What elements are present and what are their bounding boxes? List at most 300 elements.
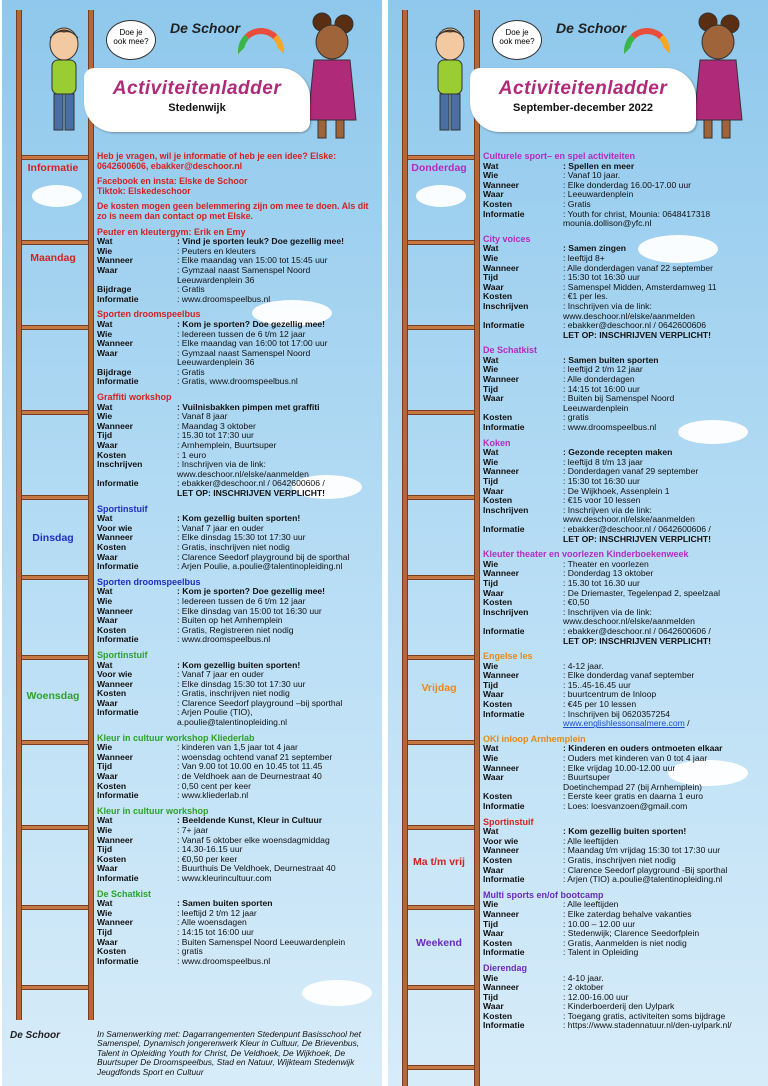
ladder-rung: [22, 155, 88, 160]
activity-row-value: : Kom je sporten? Doe gezellig mee!: [177, 586, 326, 597]
activity-row: [483, 331, 766, 341]
activity-row-label: Inschrijven: [483, 300, 529, 311]
activity-title: Sporten droomspeelbus: [97, 309, 201, 320]
day-label-vrijdag: Vrijdag: [421, 682, 457, 694]
activity-row: [483, 875, 766, 885]
activity-row-label: Waar: [97, 863, 118, 874]
activity-row-label: Wie: [97, 907, 113, 918]
activity-row-label: Wie: [97, 825, 113, 835]
activity-row: [483, 535, 766, 545]
activity-row-label: Informatie: [97, 376, 139, 387]
activity-block: [97, 807, 379, 884]
activity-row-label: Informatie: [97, 955, 139, 966]
activity-row-label: Kosten: [483, 198, 513, 209]
activity-title: De Schatkist: [97, 888, 152, 899]
activity-row-value: : Inschrijven via de link: www.deschoor.nl/elske/aanmelden: [563, 606, 695, 627]
activity-row-label: Kosten: [483, 412, 513, 423]
activity-row-value: : Gratis, Registreren niet nodig: [177, 624, 294, 635]
activity-row-value: : Vanaf 7 jaar en ouder: [177, 522, 264, 533]
activity-row-value: : Elke zaterdag behalve vakanties: [563, 908, 692, 919]
banner-title: Activiteitenladder: [112, 78, 282, 99]
activity-row-label: Wanneer: [483, 845, 519, 856]
activity-block: [97, 578, 379, 645]
activity-title: City voices: [483, 233, 531, 244]
activity-row: [97, 295, 379, 305]
activity-row-label: Wanneer: [97, 532, 133, 543]
activity-row-label: Wie: [483, 972, 499, 983]
activity-row-value: : Stedenwijk; Clarence Seedorfplein: [563, 928, 700, 939]
intro-paragraph: Facebook en insta: Elske de Schoor Tiktok: Elskedeschoor: [97, 176, 248, 196]
activity-row-value: : €15 voor 10 lessen: [563, 495, 641, 506]
speech-bubble-text: Doe je ook mee?: [113, 28, 149, 46]
activity-block: [483, 891, 766, 958]
activity-row: [483, 773, 766, 792]
activity-row: [97, 349, 379, 368]
activity-row: [97, 957, 379, 967]
activity-row-value: : Gezonde recepten maken: [563, 447, 673, 458]
activity-row-value: : gratis: [177, 946, 203, 957]
activity-title: Multi sports en/of bootcamp: [483, 889, 604, 900]
activity-row-value: : Elke vrijdag 10.00-12.00 uur: [563, 762, 676, 773]
ladder-rung: [408, 655, 474, 660]
activity-row-value: : Leeuwardenplein: [563, 189, 634, 200]
activity-row-value: : Gratis, inschrijven niet nodig: [563, 854, 676, 865]
ladder-rung: [22, 325, 88, 330]
activity-row-value: : de Veldhoek aan de Deurnestraat 40: [177, 771, 322, 782]
activity-row-label: Wat: [483, 354, 499, 365]
activity-row-value: : 10.00 – 12.00 uur: [563, 918, 636, 929]
activity-row-value: : 15.30 tot 17:30 uur: [177, 430, 254, 441]
ladder-rung: [408, 410, 474, 415]
logo-rainbow: [624, 28, 670, 54]
activity-row-value: : Samen buiten sporten: [177, 898, 273, 909]
activity-row-value: : Gratis: [563, 198, 591, 209]
activity-row-value: : Elke donderdag vanaf september: [563, 670, 695, 681]
ladder-rung: [408, 575, 474, 580]
activity-row-value: : Alle donderdagen: [563, 374, 635, 385]
activity-row-value: : Talent in Opleiding: [563, 947, 639, 958]
activity-row-label: Wat: [97, 236, 113, 247]
activity-row-value: : Donderdagen vanaf 29 september: [563, 466, 699, 477]
activity-row-label: Tijd: [483, 383, 499, 394]
activity-row: [483, 948, 766, 958]
ladder-rung: [22, 495, 88, 500]
activity-row: [97, 403, 379, 413]
activity-row-label: Tijd: [483, 918, 499, 929]
activity-row: [483, 764, 766, 774]
ladder-rung: [408, 240, 474, 245]
activity-row-value: LET OP: INSCHRIJVEN VERPLICHT!: [563, 635, 712, 646]
activity-row-label: Informatie: [483, 708, 525, 719]
activity-row-value: : Arjen Poulie, a.poulie@talentinopleiding.nl: [177, 561, 343, 572]
activity-row-label: Wanneer: [483, 982, 519, 993]
activity-row-label: Wanneer: [483, 466, 519, 477]
activity-row-label: Tijd: [483, 476, 499, 486]
activity-row: [483, 802, 766, 812]
activity-row-value: : Kom gezellig buiten sporten!: [177, 659, 301, 670]
activity-row-value: : De Driemaster, Tegelenpad 2, speelzaal: [563, 587, 721, 598]
activity-row-label: Informatie: [97, 478, 139, 489]
activity-row-label: Waar: [97, 264, 118, 275]
activity-row-label: Kosten: [483, 937, 513, 948]
right-content: [483, 152, 766, 1037]
activity-row-label: Kosten: [97, 946, 127, 957]
activity-row-label: Wanneer: [97, 255, 133, 266]
activity-row-value: : Buiten op het Arnhemplein: [177, 615, 283, 626]
ladder-rung: [22, 655, 88, 660]
activity-row-label: Inschrijven: [483, 606, 529, 617]
activity-row-label: Waar: [483, 772, 504, 783]
activity-row-value: : Arjen Poulie (TIO), a.poulie@talentinopleiding.nl: [177, 707, 288, 728]
activity-row-label: Waar: [97, 771, 118, 782]
activity-row-value: : 14:15 tot 16:00 uur: [563, 383, 640, 394]
ladder-rung: [408, 155, 474, 160]
activity-row-label: Informatie: [483, 1020, 525, 1031]
activity-row-value: : Kom gezellig buiten sporten!: [177, 513, 301, 524]
activity-row-value: : Clarence Seedorf playground -Bij sporthal: [563, 864, 728, 875]
info-intro: [97, 152, 379, 222]
activity-row-label: Informatie: [483, 208, 525, 219]
activity-row-value: : Iedereen tussen de 6 t/m 12 jaar: [177, 328, 306, 339]
activity-row-label: Wanneer: [97, 605, 133, 616]
activity-row-value: : leeftijd 2 t/m 12 jaar: [177, 907, 257, 918]
activity-row-label: Waar: [97, 440, 118, 451]
activity-block: [97, 890, 379, 967]
activity-row-label: Tijd: [483, 991, 499, 1002]
activity-row-label: Kosten: [97, 688, 127, 699]
activity-row-value: : Vuilnisbakken pimpen met graffiti: [177, 401, 320, 412]
activity-row-label: Wanneer: [483, 908, 519, 919]
activity-row-label: Wat: [483, 243, 499, 254]
banner-title: Activiteitenladder: [498, 78, 668, 99]
activity-row-value: : Gratis, inschrijven niet nodig: [177, 541, 290, 552]
activity-row-label: Kosten: [97, 449, 127, 460]
speech-bubble: [492, 20, 542, 60]
activity-row-label: Wie: [483, 456, 499, 467]
activity-block: [483, 235, 766, 341]
activity-row: [483, 394, 766, 413]
day-label-dinsdag: Dinsdag: [32, 532, 74, 544]
activity-title: Graffiti workshop: [97, 392, 172, 403]
activity-row-label: Wie: [97, 328, 113, 339]
activity-row-label: Informatie: [483, 320, 525, 331]
activity-block: [483, 735, 766, 812]
activity-row-label: Wie: [483, 660, 499, 671]
activity-block: [483, 439, 766, 545]
activity-title: Sportinstuif: [97, 649, 148, 660]
activity-row-value: : Vanaf 7 jaar en ouder: [177, 669, 264, 680]
activity-row-value: : Samen buiten sporten: [563, 354, 659, 365]
ladder-rung: [22, 985, 88, 990]
activity-row-value: : Kom je sporten? Doe gezellig mee!: [177, 318, 326, 329]
activity-row-label: Wanneer: [97, 678, 133, 689]
activity-row-value: : Theater en voorlezen: [563, 558, 649, 569]
activity-row-label: Wat: [483, 826, 499, 837]
activity-row-value: [563, 719, 766, 729]
activity-row-value: : Maandag 3 oktober: [177, 420, 256, 431]
activity-row-value: : 15.30 tot 16.30 uur: [563, 577, 640, 588]
activity-row-value: : Elke dinsdag 15:30 tot 17:30 uur: [177, 532, 306, 543]
activity-row-value: : Elke dinsdag 15:30 tot 17:30 uur: [177, 678, 306, 689]
logo-rainbow: [238, 28, 284, 54]
activity-row-label: Bijdrage: [97, 284, 132, 295]
activity-title: Peuter en kleutergym: Erik en Emy: [97, 226, 246, 237]
activity-row-value: : Elke maandag van 15:00 tot 15:45 uur: [177, 255, 328, 266]
activity-row-label: Waar: [97, 615, 118, 626]
activity-row-value: : leeftijd 8 t/m 13 jaar: [563, 456, 643, 467]
activity-row-label: Informatie: [97, 872, 139, 883]
activity-row-label: Wanneer: [483, 762, 519, 773]
activity-row-label: Waar: [483, 281, 504, 292]
activity-title: Culturele sport– en spel activiteiten: [483, 151, 636, 161]
ladder-rung: [22, 825, 88, 830]
activity-row-label: Wanneer: [483, 374, 519, 385]
activity-title: OKI inloop Arnhemplein: [483, 733, 586, 744]
activity-row-value: : Beeldende Kunst, Kleur in Cultuur: [177, 815, 323, 826]
activity-row-label: Tijd: [483, 577, 499, 588]
activity-row-label: Informatie: [97, 707, 139, 718]
activity-row-label: Informatie: [483, 874, 525, 885]
activity-title: De Schatkist: [483, 345, 538, 356]
activity-row-value: : 14.30-16.15 uur: [177, 844, 243, 855]
activity-row: [483, 506, 766, 525]
activity-row-label: Informatie: [97, 634, 139, 645]
activity-row-value: : Buurtsuper Doetinchempad 27 (bij Arnhemplein): [563, 772, 703, 792]
cloud: [416, 185, 466, 207]
activity-row-label: Wanneer: [483, 568, 519, 579]
activity-row-label: Waar: [483, 587, 504, 598]
activity-row-value: : Spellen en meer: [563, 160, 635, 171]
activity-row-value: : Buurthuis De Veldhoek, Deurnestraat 40: [177, 863, 336, 874]
activity-row-value: : leeftijd 2 t/m 12 jaar: [563, 364, 643, 375]
activity-row-value: : Samenspel Midden, Amsterdamweg 11: [563, 281, 717, 292]
activity-block: [97, 393, 379, 499]
activity-row-value: : Kom gezellig buiten sporten!: [563, 826, 687, 837]
activity-row: [97, 874, 379, 884]
activity-row-label: Wie: [483, 170, 499, 181]
activity-row-label: Informatie: [483, 422, 525, 433]
ladder-rung: [22, 575, 88, 580]
activity-row-value: : Gratis, www.droomspeelbus.nl: [177, 376, 298, 387]
activity-row-label: [97, 489, 177, 499]
activity-row-value: : Van 9.00 tot 10.00 en 10.45 tot 11.45: [177, 761, 323, 772]
activity-row-label: [483, 719, 563, 729]
activity-row-value: : De Wijkhoek, Assenplein 1: [563, 485, 670, 496]
activity-row: [97, 938, 379, 948]
ladder-rung: [22, 905, 88, 910]
activity-row-label: Wat: [483, 160, 499, 171]
footer-logo: De Schoor: [10, 1030, 61, 1041]
activity-row: [483, 827, 766, 837]
activity-row: [97, 441, 379, 451]
activity-row: [97, 266, 379, 285]
activity-row-value: : Vanaf 8 jaar: [177, 411, 228, 422]
activity-row-label: Waar: [483, 189, 504, 200]
activity-row-value: : Gratis, inschrijven niet nodig: [177, 688, 290, 699]
ladder-rung: [22, 240, 88, 245]
activity-block: [97, 310, 379, 387]
activity-row-label: Wie: [483, 252, 499, 263]
activity-row-value: : Elke donderdag 16.00-17.00 uur: [563, 179, 692, 190]
activity-row-value: : www.kleurincultuur.com: [177, 872, 272, 883]
activity-row-value: : 0,50 cent per keer: [177, 780, 252, 791]
activity-row-label: Waar: [97, 697, 118, 708]
activity-row-value: : Inschrijven bij 0620357254: [563, 708, 671, 719]
activity-row-label: Tijd: [483, 272, 499, 283]
activity-row: [483, 244, 766, 254]
activity-row-value: : www.droomspeelbus.nl: [177, 634, 271, 645]
activity-row: [483, 219, 766, 229]
activity-row-label: Informatie: [483, 523, 525, 534]
activity-row-label: Tijd: [97, 430, 113, 441]
activity-row-value: : 4-12 jaar.: [563, 660, 604, 671]
activity-block: [97, 228, 379, 305]
activity-row-label: Wat: [97, 401, 113, 412]
activity-row-label: Wanneer: [97, 834, 133, 845]
activity-row-label: Kosten: [483, 854, 513, 865]
activity-title: Kleuter theater en voorlezen Kinderboekenweek: [483, 549, 689, 560]
activity-row-value: : Toegang gratis, activiteiten soms bijdrage: [563, 1010, 726, 1021]
activity-title: Sportinstuif: [97, 503, 148, 514]
activity-row-value: : 15:30 tot 16:30 uur: [563, 272, 640, 283]
activity-row: [97, 708, 379, 727]
activity-row-value: : Gymzaal naast Samenspel Noord Leeuwardenplein 36: [177, 264, 311, 285]
activity-row-label: Kosten: [97, 853, 127, 864]
ladder-rung: [408, 325, 474, 330]
activity-row-value: : 7+ jaar: [177, 825, 209, 835]
activity-row-label: Voor wie: [97, 522, 133, 533]
activity-row-label: Informatie: [97, 561, 139, 572]
activity-row-value: : ebakker@deschoor.nl / 0642600606 /: [177, 478, 325, 489]
activity-row-value: : Vanaf 10 jaar.: [563, 170, 621, 181]
activity-block: [483, 964, 766, 1031]
activity-row: [97, 562, 379, 572]
activity-row: [97, 377, 379, 387]
ladder-rung: [408, 985, 474, 990]
activity-row-label: Wat: [97, 513, 113, 524]
activity-row-value: : ebakker@deschoor.nl / 0642600606: [563, 320, 706, 331]
speech-bubble-text: Doe je ook mee?: [499, 28, 535, 46]
activity-block: [97, 734, 379, 801]
activity-row: [483, 589, 766, 599]
activity-row-value: : www.droomspeelbus.nl: [177, 293, 271, 304]
activity-row-value: : Peuters en kleuters: [177, 245, 256, 256]
day-label-maandag: Maandag: [30, 252, 76, 264]
activity-row-label: Wat: [97, 815, 113, 826]
activity-row-value: : Inschrijven via de link: www.deschoor.nl/elske/aanmelden: [563, 504, 695, 525]
ladder-rung: [408, 740, 474, 745]
website-link[interactable]: www.englishlessonsalmere.com: [563, 718, 685, 729]
activity-row-label: Wanneer: [483, 262, 519, 273]
activity-row: [483, 302, 766, 321]
activity-row-label: Kosten: [483, 291, 513, 302]
activity-row-value: : €0,50 per keer: [177, 853, 238, 864]
activity-row-label: Tijd: [97, 926, 113, 937]
activity-block: [483, 152, 766, 229]
activity-row-value: : https://www.stadennatuur.nl/den-uylpark.nl/: [563, 1020, 732, 1031]
activity-row-label: [483, 535, 563, 545]
activity-row-value: : 15..45-16.45 uur: [563, 679, 631, 690]
activity-row-value: : Alle leeftijden: [563, 835, 619, 846]
activity-row-label: Wanneer: [97, 751, 133, 762]
banner-subtitle: September-december 2022: [512, 102, 653, 114]
activity-row-label: Waar: [483, 864, 504, 875]
cloud: [32, 185, 82, 207]
activity-row-label: Wie: [483, 558, 499, 569]
activity-row-label: Kosten: [483, 699, 513, 710]
activity-row-label: Waar: [483, 1001, 504, 1012]
activity-title: Kleur in cultuur workshop: [97, 805, 209, 816]
activity-row-label: Voor wie: [483, 835, 519, 846]
activity-row-label: Wanneer: [483, 179, 519, 190]
boy-illustration: [432, 26, 468, 136]
activity-row-label: [483, 331, 563, 341]
activity-row-value: : Inschrijven via de link: www.deschoor.nl/elske/aanmelden: [177, 459, 309, 479]
activity-block: [483, 550, 766, 646]
activity-row-label: Wanneer: [97, 917, 133, 928]
activity-row-label: Wie: [97, 245, 113, 256]
activity-row-value: : Gymzaal naast Samenspel Noord Leeuwardenplein 36: [177, 347, 311, 368]
activity-row-value: : ebakker@deschoor.nl / 0642600606 /: [563, 625, 711, 636]
ladder-rung: [408, 905, 474, 910]
activity-row-label: Waar: [483, 928, 504, 939]
activity-row-value: : Loes: loesvanzoen@gmail.com: [563, 801, 688, 811]
activity-row-label: Wat: [97, 898, 113, 909]
activity-row-label: Informatie: [97, 790, 139, 801]
boy-illustration: [46, 26, 82, 136]
activity-row-label: [483, 637, 563, 647]
activity-row: [483, 162, 766, 172]
activity-row-value: : Maandag t/m vrijdag 15:30 tot 17:30 uur: [563, 845, 721, 856]
activity-row-label: Waar: [483, 689, 504, 700]
activity-row-value: : www.droomspeelbus.nl: [177, 955, 271, 966]
activity-row-value: : Buiten bij Samenspel Noord Leeuwardenplein: [563, 393, 675, 413]
activity-row-label: [483, 219, 563, 229]
activity-row-label: Informatie: [483, 947, 525, 958]
activity-row-value: : Ouders met kinderen van 0 tot 4 jaar: [563, 753, 708, 764]
activity-row-label: Voor wie: [97, 669, 133, 680]
activity-row-label: Waar: [483, 485, 504, 496]
activity-row-value: : €1 per les.: [563, 291, 608, 302]
activity-row-value: : Elke dinsdag van 15:00 tot 16:30 uur: [177, 605, 322, 616]
activity-row-label: Wie: [97, 742, 113, 753]
activity-row-label: Wie: [97, 595, 113, 606]
activity-row-label: Wie: [97, 411, 113, 422]
activity-row: [483, 423, 766, 433]
logo-deschoor: De Schoor: [556, 20, 627, 36]
title-banner: [470, 68, 696, 132]
activity-row-label: Kosten: [483, 495, 513, 506]
day-label-informatie: Informatie: [27, 162, 79, 174]
ladder-rung: [408, 495, 474, 500]
activity-row-label: Inschrijven: [97, 459, 143, 470]
activity-row-value: : Clarence Seedorf playground bij de sporthal: [177, 551, 350, 562]
activity-row-label: Kosten: [97, 780, 127, 791]
activity-row-label: Kosten: [97, 541, 127, 552]
activity-row-label: Tijd: [97, 761, 113, 772]
footer-partners: In Samenwerking met: Dagarrangementen Stedenpunt Basisschool het Samenspel, Dynamisch jongerenwerk Kleur in Cultuur, De Brievenbus, Talent in Opleiding Youth for Christ, De Veldhoek, De Wijkhoek, De Buurtsuper De Droomspeelbus, Stad en Natuur, Wijkteam Stedenwijk Jeugdfonds Sport en Cultuur: [97, 1029, 361, 1077]
activity-block: [97, 651, 379, 728]
logo-deschoor: De Schoor: [170, 20, 241, 36]
activity-row-value: : Buiten Samenspel Noord Leeuwardenplein: [177, 936, 346, 947]
activity-row: [483, 283, 766, 293]
activity-block: [483, 346, 766, 432]
activity-row-value: : 1 euro: [177, 449, 207, 460]
activity-row-value: : 14:15 tot 16:00 uur: [177, 926, 254, 937]
activity-row: [483, 1021, 766, 1031]
activity-row-value: : 2 oktober: [563, 982, 604, 993]
activity-row: [483, 190, 766, 200]
